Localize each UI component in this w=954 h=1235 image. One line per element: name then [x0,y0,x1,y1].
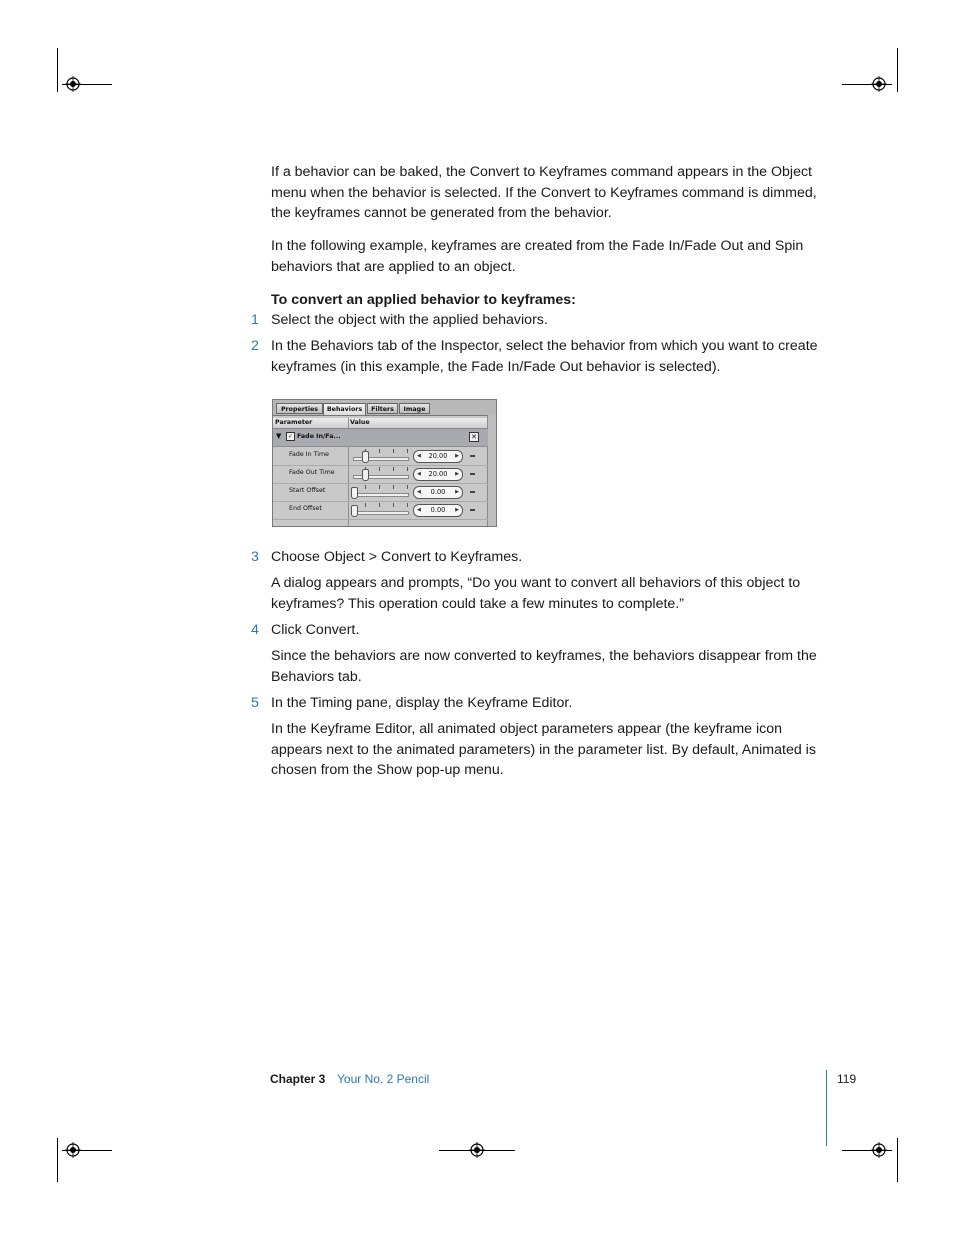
step-note: In the Keyframe Editor, all animated object parameters appear (the keyframe icon appears next to the animated parameters) in the parameter list. By default, Animated is chosen from the Show pop-up menu. [271,721,816,778]
parameter-row[interactable] [273,447,488,466]
registration-mark-icon [65,1142,81,1158]
tab-behaviors[interactable]: Behaviors [323,403,366,415]
slider-thumb[interactable] [362,469,369,481]
footer-divider [826,1070,827,1146]
decrement-arrow-icon[interactable]: ◀ [417,489,421,495]
page-number: 119 [837,1072,857,1086]
disclosure-triangle-icon[interactable]: ▼ [276,432,282,440]
tab-properties[interactable]: Properties [276,403,323,414]
parameter-slider[interactable] [353,511,409,515]
slider-ticks [365,503,407,508]
example-paragraph: In the following example, keyframes are created from the Fade In/Fade Out and Spin behaviors that are applied to an object. [271,238,804,275]
parameter-name: Start Offset [289,487,326,494]
value-field[interactable] [413,450,463,463]
keyframe-button-icon[interactable] [470,455,475,457]
value-text: 20.00 [428,452,448,460]
step-text: Click Convert. [271,622,360,638]
step-text: Select the object with the applied behaviors. [271,312,548,328]
enable-checkbox[interactable]: ✓ [287,433,294,440]
slider-thumb[interactable] [362,451,369,463]
step-text: In the Behaviors tab of the Inspector, select the behavior from which you want to create keyframes (in this example, the Fade In/Fade Out behavior is selected). [271,338,818,375]
increment-arrow-icon[interactable]: ▶ [455,489,459,495]
keyframe-button-icon[interactable] [470,491,475,493]
step-note: A dialog appears and prompts, “Do you want to convert all behaviors of this object to keyframes? This operation could take a few minutes to complete.” [271,575,801,612]
parameter-row[interactable] [273,465,488,484]
decrement-arrow-icon[interactable]: ◀ [417,471,421,477]
footer-chapter-title: Your No. 2 Pencil [337,1072,430,1086]
value-text: 20.00 [428,470,448,478]
parameter-name: Fade In Time [289,451,330,458]
registration-mark-icon [469,1142,485,1158]
slider-ticks [365,467,407,472]
value-column-label: Value [350,419,370,426]
slider-ticks [365,485,407,490]
step-number: 1 [251,312,259,328]
value-field[interactable] [413,504,463,517]
decrement-arrow-icon[interactable]: ◀ [417,453,421,459]
close-icon[interactable]: ✕ [469,432,479,442]
increment-arrow-icon[interactable]: ▶ [455,453,459,459]
keyframe-button-icon[interactable] [470,473,475,475]
registration-mark-icon [871,76,887,92]
slider-thumb[interactable] [351,505,358,517]
step-number: 3 [251,549,259,565]
registration-mark-icon [871,1142,887,1158]
step-number: 2 [251,338,259,354]
slider-thumb[interactable] [351,487,358,499]
registration-mark-icon [65,76,81,92]
increment-arrow-icon[interactable]: ▶ [455,507,459,513]
step-text: Choose Object > Convert to Keyframes. [271,549,523,565]
value-text: 0.00 [430,488,446,496]
step-number: 4 [251,622,259,638]
tab-image[interactable]: Image [399,403,430,414]
intro-paragraph: If a behavior can be baked, the Convert to Keyframes command appears in the Object menu when the behavior is selected. If the Convert to Keyframes command is dimmed, the keyframes cannot be generated from the behavior. [271,164,817,221]
procedure-heading: To convert an applied behavior to keyframes: [271,292,576,308]
step-number: 5 [251,695,259,711]
parameter-name: End Offset [289,505,322,512]
value-text: 0.00 [430,506,446,514]
inspector-tab-bar [273,400,496,416]
decrement-arrow-icon[interactable]: ◀ [417,507,421,513]
parameter-row[interactable] [273,501,488,520]
parameter-column-label: Parameter [275,419,313,426]
footer-chapter: Chapter 3 [270,1072,326,1086]
inspector-panel [272,399,497,527]
keyframe-button-icon[interactable] [470,509,475,511]
parameter-slider[interactable] [353,493,409,497]
step-text: In the Timing pane, display the Keyframe Editor. [271,695,573,711]
step-note: Since the behaviors are now converted to keyframes, the behaviors disappear from the Behaviors tab. [271,648,817,685]
increment-arrow-icon[interactable]: ▶ [455,471,459,477]
behavior-name: Fade In/Fa... [297,433,341,440]
behavior-group-row[interactable] [273,429,488,447]
parameter-row[interactable] [273,483,488,502]
parameter-name: Fade Out Time [289,469,335,476]
tab-filters[interactable]: Filters [367,403,398,414]
value-field[interactable] [413,486,463,499]
column-header [273,418,488,429]
value-field[interactable] [413,468,463,481]
slider-ticks [365,449,407,454]
scrollbar[interactable] [487,415,496,527]
